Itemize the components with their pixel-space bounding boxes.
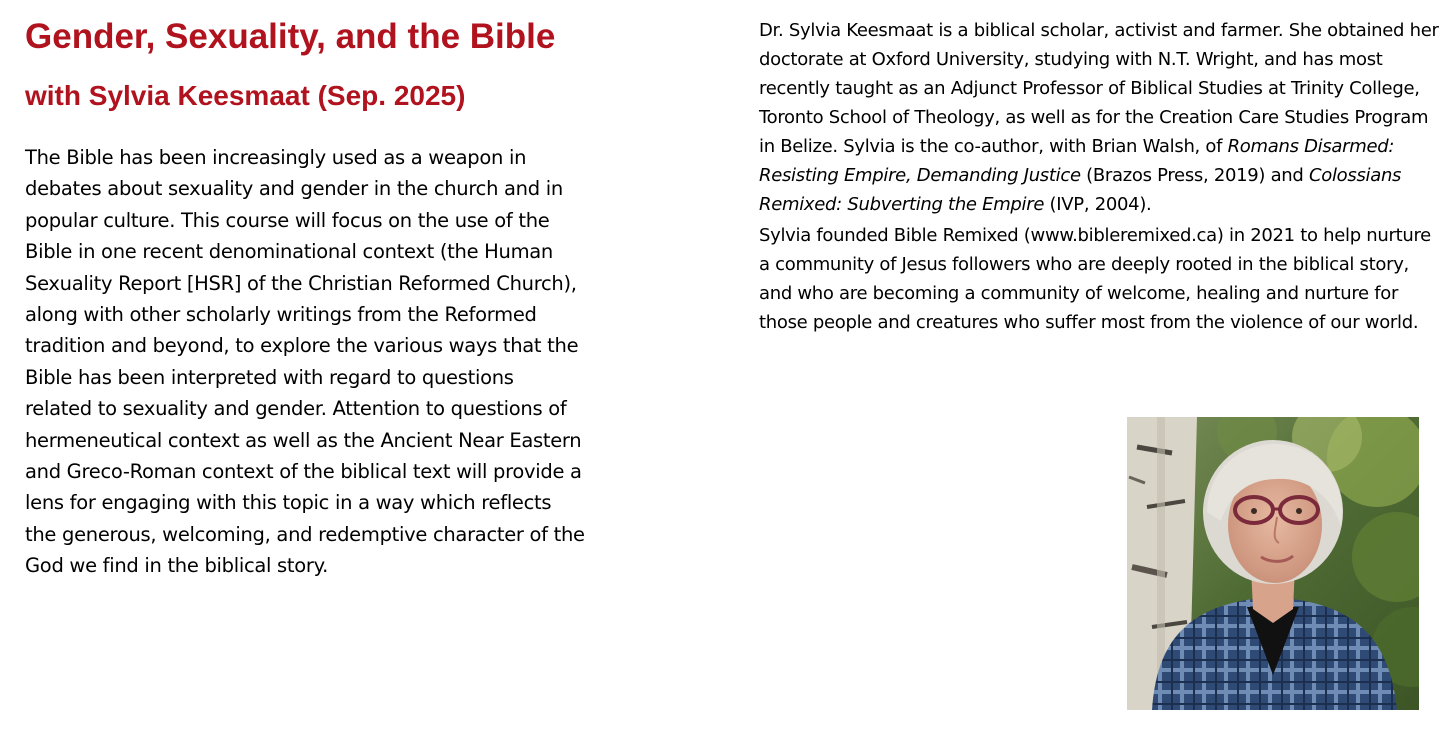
instructor-photo — [1127, 417, 1419, 710]
course-description: The Bible has been increasingly used as a weapon in debates about sexuality and gender in the church and in popular culture. This course will focus on the use of the Bible in one recent denominational context (the Human Sexuality Report [HSR] of the Christian Reformed Church), along with other scholarly writings from the Reformed tradition and beyond, to explore the various ways that the Bible has been interpreted with regard to questions related to sexuality and gender. Attention to questions of hermeneutical context as well as the Ancient Near Eastern and Greco-Roman context of the biblical text will provide a lens for engaging with this topic in a way which reflects the generous, welcoming, and redemptive character of the God we find in the biblical story. — [25, 146, 585, 578]
bio-paragraph-2: Sylvia founded Bible Remixed (www.bibleremixed.ca) in 2021 to help nurture a community of Jesus followers who are deeply rooted in the biblical story, and who are becoming a community of welcome, healing and nurture for those people and creatures who suffer most from the violence of our world. — [759, 225, 1431, 333]
course-title: Gender, Sexuality, and the Bible — [25, 17, 556, 56]
course-section — [25, 14, 585, 582]
bio-text-b: (Brazos Press, 2019) and — [1080, 165, 1309, 186]
book-title-romans-disarmed: Romans Disarmed: Resisting Empire, Demanding Justice — [759, 136, 1395, 186]
book-title-colossians-remixed: Colossians Remixed: Subverting the Empire — [759, 165, 1402, 215]
bio-text-c: (IVP, 2004). — [1044, 194, 1152, 215]
bio-paragraph-1 — [759, 16, 1445, 219]
instructor-bio — [759, 16, 1445, 337]
bio-text-a: Dr. Sylvia Keesmaat is a biblical scholar, activist and farmer. She obtained her doctorate at Oxford University, studying with N.T. Wright, and has most recently taught as an Adjunct Professor of Biblical Studies at Trinity College, Toronto School of Theology, as well as for the Creation Care Studies Program in Belize. Sylvia is the co-author, with Brian Walsh, of — [759, 20, 1439, 157]
course-subtitle: with Sylvia Keesmaat (Sep. 2025) — [25, 80, 466, 111]
